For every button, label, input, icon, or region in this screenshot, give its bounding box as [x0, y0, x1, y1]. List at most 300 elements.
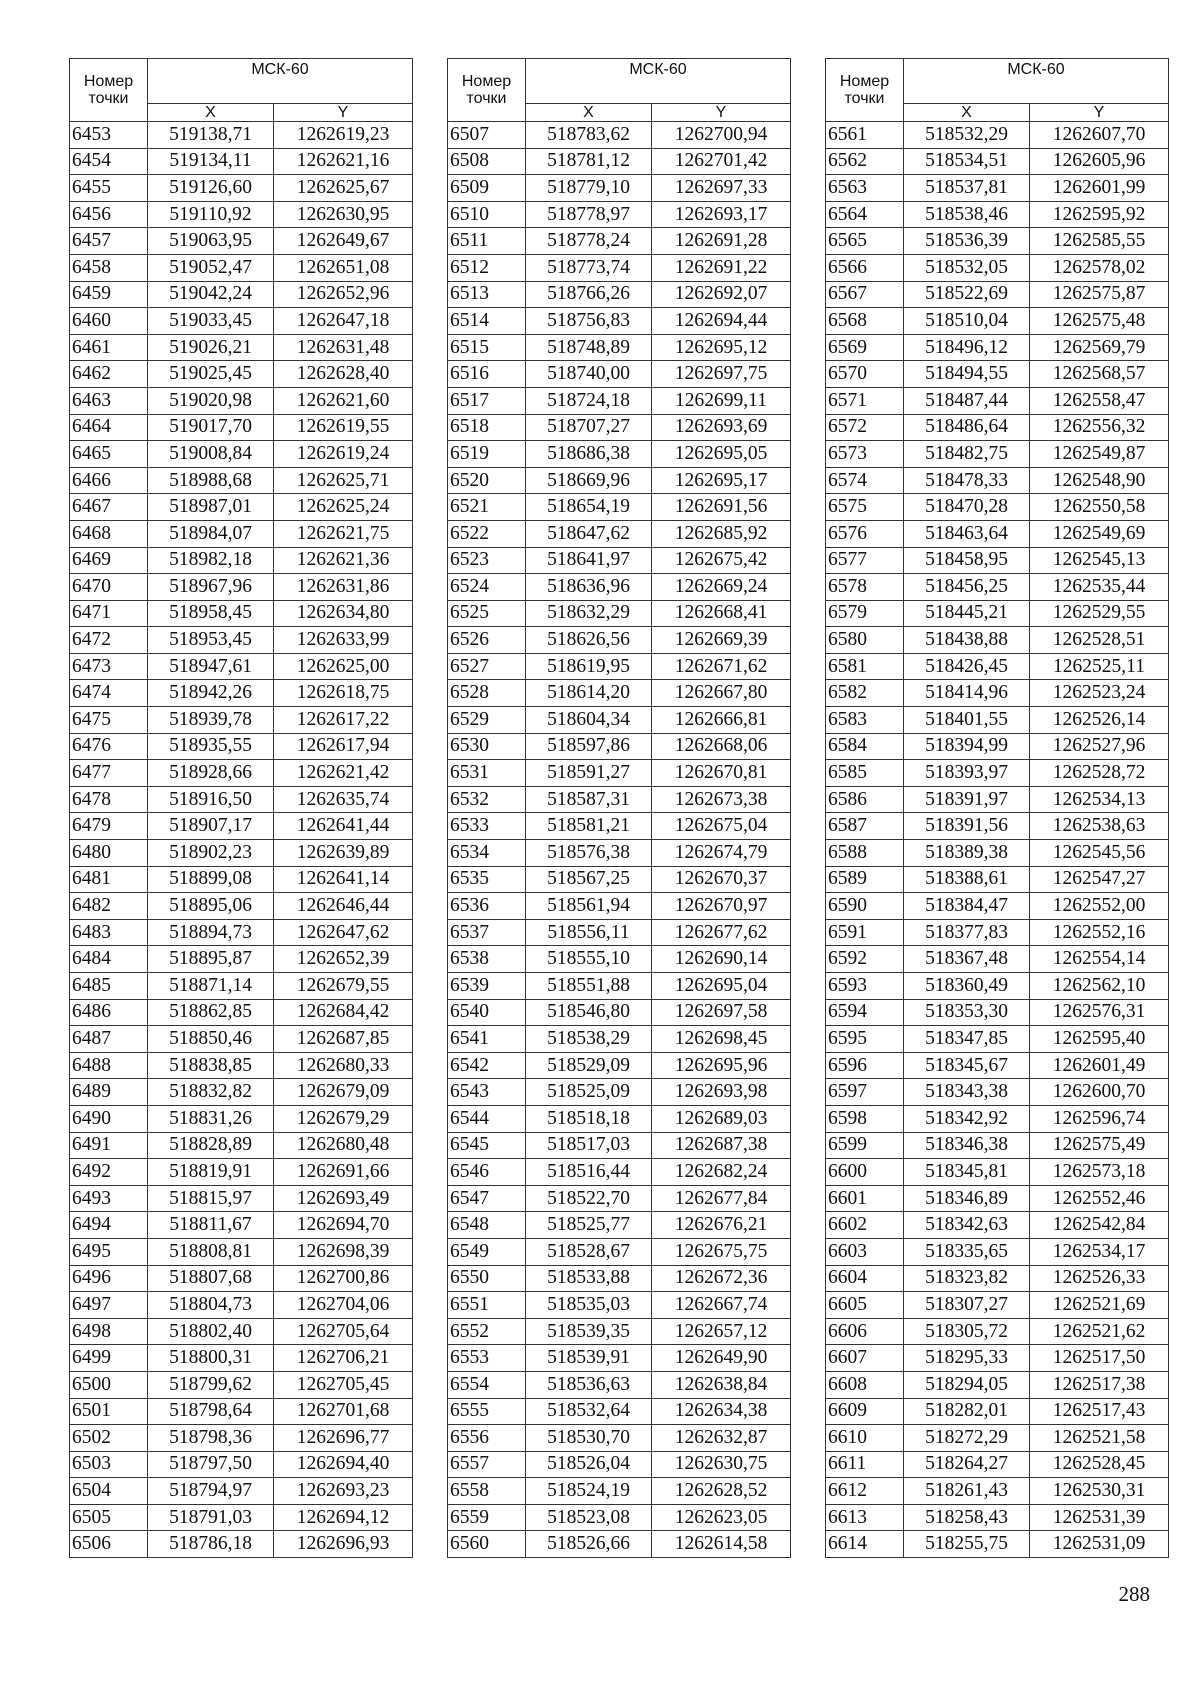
y-coordinate-cell: 1262569,79 — [1030, 334, 1169, 361]
y-column-header: Y — [274, 104, 413, 122]
x-coordinate-cell: 518597,86 — [526, 733, 652, 760]
x-coordinate-cell: 518516,44 — [526, 1159, 652, 1186]
y-coordinate-cell: 1262558,47 — [1030, 387, 1169, 414]
y-coordinate-cell: 1262700,86 — [274, 1265, 413, 1292]
x-coordinate-cell: 518781,12 — [526, 148, 652, 175]
x-coordinate-cell: 518294,05 — [904, 1371, 1030, 1398]
point-number-cell: 6505 — [70, 1504, 148, 1531]
table-row — [70, 760, 413, 787]
y-coordinate-cell: 1262633,99 — [274, 627, 413, 654]
point-number-cell: 6478 — [70, 786, 148, 813]
y-coordinate-cell: 1262670,37 — [652, 866, 791, 893]
y-coordinate-cell: 1262700,94 — [652, 122, 791, 149]
y-coordinate-cell: 1262694,12 — [274, 1504, 413, 1531]
x-column-header: X — [904, 104, 1030, 122]
x-coordinate-cell: 518401,55 — [904, 707, 1030, 734]
y-coordinate-cell: 1262628,40 — [274, 361, 413, 388]
x-coordinate-cell: 518798,36 — [148, 1425, 274, 1452]
y-coordinate-cell: 1262651,08 — [274, 254, 413, 281]
table-row — [448, 813, 791, 840]
point-number-cell: 6579 — [826, 600, 904, 627]
x-coordinate-cell: 518567,25 — [526, 866, 652, 893]
point-number-cell: 6456 — [70, 201, 148, 228]
table-row — [70, 1159, 413, 1186]
x-coordinate-cell: 518819,91 — [148, 1159, 274, 1186]
table-row — [70, 600, 413, 627]
y-coordinate-cell: 1262575,87 — [1030, 281, 1169, 308]
x-coordinate-cell: 518394,99 — [904, 733, 1030, 760]
point-number-cell: 6577 — [826, 547, 904, 574]
x-coordinate-cell: 518894,73 — [148, 919, 274, 946]
point-number-cell: 6498 — [70, 1318, 148, 1345]
y-coordinate-cell: 1262696,93 — [274, 1531, 413, 1558]
y-coordinate-cell: 1262671,62 — [652, 653, 791, 680]
point-number-cell: 6555 — [448, 1398, 526, 1425]
x-coordinate-cell: 518895,06 — [148, 893, 274, 920]
x-coordinate-cell: 518783,62 — [526, 122, 652, 149]
point-number-cell: 6515 — [448, 334, 526, 361]
x-coordinate-cell: 518707,27 — [526, 414, 652, 441]
y-coordinate-cell: 1262623,05 — [652, 1504, 791, 1531]
y-coordinate-cell: 1262676,21 — [652, 1212, 791, 1239]
x-coordinate-cell: 518346,89 — [904, 1185, 1030, 1212]
point-number-cell: 6561 — [826, 122, 904, 149]
point-number-cell: 6531 — [448, 760, 526, 787]
y-coordinate-cell: 1262668,41 — [652, 600, 791, 627]
y-coordinate-cell: 1262547,27 — [1030, 866, 1169, 893]
y-coordinate-cell: 1262552,46 — [1030, 1185, 1169, 1212]
y-coordinate-cell: 1262666,81 — [652, 707, 791, 734]
point-number-cell: 6578 — [826, 574, 904, 601]
point-number-cell: 6583 — [826, 707, 904, 734]
x-coordinate-cell: 518916,50 — [148, 786, 274, 813]
point-number-cell: 6528 — [448, 680, 526, 707]
x-coordinate-cell: 518614,20 — [526, 680, 652, 707]
point-number-cell: 6466 — [70, 467, 148, 494]
table-row — [448, 547, 791, 574]
point-number-cell: 6600 — [826, 1159, 904, 1186]
point-number-cell: 6535 — [448, 866, 526, 893]
y-coordinate-cell: 1262693,17 — [652, 201, 791, 228]
table-row — [448, 1159, 791, 1186]
table-row — [826, 361, 1169, 388]
table-row — [826, 1292, 1169, 1319]
table-row — [70, 919, 413, 946]
table-row — [70, 813, 413, 840]
point-number-cell: 6468 — [70, 520, 148, 547]
x-coordinate-cell: 518619,95 — [526, 653, 652, 680]
y-coordinate-cell: 1262689,03 — [652, 1105, 791, 1132]
point-number-cell: 6462 — [70, 361, 148, 388]
point-number-cell: 6458 — [70, 254, 148, 281]
y-coordinate-cell: 1262690,14 — [652, 946, 791, 973]
point-number-cell: 6562 — [826, 148, 904, 175]
table-row — [70, 866, 413, 893]
y-coordinate-cell: 1262527,96 — [1030, 733, 1169, 760]
y-coordinate-cell: 1262646,44 — [274, 893, 413, 920]
x-coordinate-cell: 518414,96 — [904, 680, 1030, 707]
y-coordinate-cell: 1262600,70 — [1030, 1079, 1169, 1106]
point-number-cell: 6571 — [826, 387, 904, 414]
y-coordinate-cell: 1262556,32 — [1030, 414, 1169, 441]
y-coordinate-cell: 1262699,11 — [652, 387, 791, 414]
x-coordinate-cell: 518576,38 — [526, 840, 652, 867]
table-row — [70, 627, 413, 654]
y-coordinate-cell: 1262694,44 — [652, 308, 791, 335]
table-row — [70, 1105, 413, 1132]
point-number-header: Номер точки — [826, 59, 904, 122]
table-row — [448, 1079, 791, 1106]
y-coordinate-cell: 1262542,84 — [1030, 1212, 1169, 1239]
point-number-cell: 6591 — [826, 919, 904, 946]
coordinate-table-3 — [825, 58, 1169, 1558]
x-coordinate-cell: 518523,08 — [526, 1504, 652, 1531]
y-coordinate-cell: 1262621,16 — [274, 148, 413, 175]
table-row — [448, 1318, 791, 1345]
point-number-cell: 6611 — [826, 1451, 904, 1478]
table-row — [448, 1451, 791, 1478]
point-number-cell: 6545 — [448, 1132, 526, 1159]
y-coordinate-cell: 1262677,84 — [652, 1185, 791, 1212]
y-coordinate-cell: 1262693,49 — [274, 1185, 413, 1212]
table-row — [70, 175, 413, 202]
y-coordinate-cell: 1262575,48 — [1030, 308, 1169, 335]
point-number-cell: 6471 — [70, 600, 148, 627]
table-row — [826, 520, 1169, 547]
x-column-header: X — [526, 104, 652, 122]
table-row — [448, 627, 791, 654]
y-coordinate-cell: 1262641,14 — [274, 866, 413, 893]
x-coordinate-cell: 518850,46 — [148, 1026, 274, 1053]
point-number-cell: 6522 — [448, 520, 526, 547]
y-coordinate-cell: 1262674,79 — [652, 840, 791, 867]
point-number-cell: 6495 — [70, 1238, 148, 1265]
table-row — [70, 1212, 413, 1239]
point-number-cell: 6520 — [448, 467, 526, 494]
point-number-cell: 6484 — [70, 946, 148, 973]
point-number-cell: 6500 — [70, 1371, 148, 1398]
table-row — [826, 1026, 1169, 1053]
table-row — [448, 1052, 791, 1079]
y-coordinate-cell: 1262696,77 — [274, 1425, 413, 1452]
point-number-cell: 6566 — [826, 254, 904, 281]
point-number-cell: 6491 — [70, 1132, 148, 1159]
x-coordinate-cell: 518798,64 — [148, 1398, 274, 1425]
table-row — [826, 201, 1169, 228]
point-number-cell: 6519 — [448, 441, 526, 468]
point-number-cell: 6455 — [70, 175, 148, 202]
x-coordinate-cell: 519020,98 — [148, 387, 274, 414]
point-number-cell: 6576 — [826, 520, 904, 547]
point-number-cell: 6564 — [826, 201, 904, 228]
y-coordinate-cell: 1262562,10 — [1030, 973, 1169, 1000]
y-coordinate-cell: 1262701,42 — [652, 148, 791, 175]
point-number-cell: 6511 — [448, 228, 526, 255]
point-number-cell: 6613 — [826, 1504, 904, 1531]
table-row — [826, 574, 1169, 601]
x-coordinate-cell: 518391,97 — [904, 786, 1030, 813]
x-coordinate-cell: 518282,01 — [904, 1398, 1030, 1425]
x-coordinate-cell: 518261,43 — [904, 1478, 1030, 1505]
table-row — [448, 361, 791, 388]
point-number-cell: 6612 — [826, 1478, 904, 1505]
point-number-cell: 6497 — [70, 1292, 148, 1319]
y-coordinate-cell: 1262614,58 — [652, 1531, 791, 1558]
table-row — [70, 1478, 413, 1505]
table-row — [826, 1159, 1169, 1186]
point-number-cell: 6530 — [448, 733, 526, 760]
table-body — [826, 122, 1169, 1558]
coordinate-system-header: МСК-60 — [526, 59, 791, 104]
table-row — [70, 1451, 413, 1478]
y-coordinate-cell: 1262549,69 — [1030, 520, 1169, 547]
x-coordinate-cell: 518899,08 — [148, 866, 274, 893]
x-coordinate-cell: 518343,38 — [904, 1079, 1030, 1106]
y-coordinate-cell: 1262619,55 — [274, 414, 413, 441]
x-coordinate-cell: 518305,72 — [904, 1318, 1030, 1345]
y-column-header: Y — [1030, 104, 1169, 122]
table-row — [826, 175, 1169, 202]
x-coordinate-cell: 518272,29 — [904, 1425, 1030, 1452]
table-row — [70, 467, 413, 494]
table-row — [826, 627, 1169, 654]
y-coordinate-cell: 1262698,45 — [652, 1026, 791, 1053]
point-number-cell: 6502 — [70, 1425, 148, 1452]
y-coordinate-cell: 1262685,92 — [652, 520, 791, 547]
table-row — [448, 1185, 791, 1212]
table-row — [70, 707, 413, 734]
y-coordinate-cell: 1262621,75 — [274, 520, 413, 547]
y-coordinate-cell: 1262634,38 — [652, 1398, 791, 1425]
table-row — [70, 893, 413, 920]
table-row — [448, 733, 791, 760]
x-coordinate-cell: 518494,55 — [904, 361, 1030, 388]
y-coordinate-cell: 1262695,05 — [652, 441, 791, 468]
y-coordinate-cell: 1262545,13 — [1030, 547, 1169, 574]
y-coordinate-cell: 1262573,18 — [1030, 1159, 1169, 1186]
x-coordinate-cell: 518264,27 — [904, 1451, 1030, 1478]
table-row — [448, 254, 791, 281]
table-row — [70, 1052, 413, 1079]
y-coordinate-cell: 1262687,38 — [652, 1132, 791, 1159]
x-coordinate-cell: 518794,97 — [148, 1478, 274, 1505]
table-row — [826, 999, 1169, 1026]
point-number-cell: 6536 — [448, 893, 526, 920]
x-coordinate-cell: 518778,24 — [526, 228, 652, 255]
table-row — [70, 1132, 413, 1159]
x-coordinate-cell: 518766,26 — [526, 281, 652, 308]
table-row — [826, 1185, 1169, 1212]
x-coordinate-cell: 518532,05 — [904, 254, 1030, 281]
y-coordinate-cell: 1262632,87 — [652, 1425, 791, 1452]
table-row — [826, 1265, 1169, 1292]
point-number-cell: 6454 — [70, 148, 148, 175]
x-coordinate-cell: 518987,01 — [148, 494, 274, 521]
y-coordinate-cell: 1262605,96 — [1030, 148, 1169, 175]
x-coordinate-cell: 518478,33 — [904, 467, 1030, 494]
table-row — [826, 1451, 1169, 1478]
point-number-cell: 6568 — [826, 308, 904, 335]
table-row — [448, 893, 791, 920]
x-coordinate-cell: 518831,26 — [148, 1105, 274, 1132]
y-coordinate-cell: 1262670,97 — [652, 893, 791, 920]
x-coordinate-cell: 518832,82 — [148, 1079, 274, 1106]
table-row — [70, 1292, 413, 1319]
table-row — [448, 1212, 791, 1239]
x-coordinate-cell: 518641,97 — [526, 547, 652, 574]
point-number-cell: 6549 — [448, 1238, 526, 1265]
point-number-cell: 6526 — [448, 627, 526, 654]
table-row — [448, 1398, 791, 1425]
y-coordinate-cell: 1262617,22 — [274, 707, 413, 734]
point-number-header: Номер точки — [70, 59, 148, 122]
point-number-cell: 6534 — [448, 840, 526, 867]
x-coordinate-cell: 518342,92 — [904, 1105, 1030, 1132]
y-coordinate-cell: 1262694,40 — [274, 1451, 413, 1478]
y-coordinate-cell: 1262695,17 — [652, 467, 791, 494]
table-row — [70, 946, 413, 973]
x-coordinate-cell: 518807,68 — [148, 1265, 274, 1292]
x-coordinate-cell: 518528,67 — [526, 1238, 652, 1265]
y-coordinate-cell: 1262635,74 — [274, 786, 413, 813]
table-row — [70, 414, 413, 441]
table-row — [826, 1132, 1169, 1159]
point-number-cell: 6603 — [826, 1238, 904, 1265]
table-row — [448, 1371, 791, 1398]
y-coordinate-cell: 1262517,38 — [1030, 1371, 1169, 1398]
x-coordinate-cell: 518838,85 — [148, 1052, 274, 1079]
point-number-cell: 6469 — [70, 547, 148, 574]
table-row — [70, 1265, 413, 1292]
table-row — [448, 1105, 791, 1132]
table-row — [70, 1504, 413, 1531]
table-row — [448, 414, 791, 441]
point-number-cell: 6559 — [448, 1504, 526, 1531]
x-coordinate-cell: 518353,30 — [904, 999, 1030, 1026]
coordinate-table-1 — [69, 58, 413, 1558]
point-number-cell: 6554 — [448, 1371, 526, 1398]
table-row — [448, 680, 791, 707]
point-number-cell: 6547 — [448, 1185, 526, 1212]
y-coordinate-cell: 1262652,96 — [274, 281, 413, 308]
x-coordinate-cell: 518778,97 — [526, 201, 652, 228]
x-coordinate-cell: 518335,65 — [904, 1238, 1030, 1265]
table-row — [448, 441, 791, 468]
y-coordinate-cell: 1262534,17 — [1030, 1238, 1169, 1265]
point-number-cell: 6607 — [826, 1345, 904, 1372]
table-row — [448, 1132, 791, 1159]
table-row — [826, 414, 1169, 441]
table-row — [826, 1504, 1169, 1531]
point-number-cell: 6602 — [826, 1212, 904, 1239]
x-coordinate-cell: 518808,81 — [148, 1238, 274, 1265]
y-coordinate-cell: 1262630,95 — [274, 201, 413, 228]
table-row — [70, 973, 413, 1000]
table-row — [70, 1318, 413, 1345]
y-coordinate-cell: 1262619,23 — [274, 122, 413, 149]
x-coordinate-cell: 518551,88 — [526, 973, 652, 1000]
point-number-cell: 6480 — [70, 840, 148, 867]
point-number-cell: 6565 — [826, 228, 904, 255]
point-number-cell: 6546 — [448, 1159, 526, 1186]
x-coordinate-cell: 519008,84 — [148, 441, 274, 468]
point-number-cell: 6593 — [826, 973, 904, 1000]
table-row — [448, 840, 791, 867]
x-coordinate-cell: 518510,04 — [904, 308, 1030, 335]
y-coordinate-cell: 1262628,52 — [652, 1478, 791, 1505]
x-coordinate-cell: 518802,40 — [148, 1318, 274, 1345]
y-coordinate-cell: 1262641,44 — [274, 813, 413, 840]
table-row — [70, 1425, 413, 1452]
table-row — [826, 441, 1169, 468]
table-row — [448, 574, 791, 601]
x-coordinate-cell: 518804,73 — [148, 1292, 274, 1319]
y-coordinate-cell: 1262528,72 — [1030, 760, 1169, 787]
x-coordinate-cell: 518561,94 — [526, 893, 652, 920]
x-coordinate-cell: 518947,61 — [148, 653, 274, 680]
table-row — [826, 281, 1169, 308]
x-coordinate-cell: 518258,43 — [904, 1504, 1030, 1531]
x-coordinate-cell: 518532,64 — [526, 1398, 652, 1425]
x-coordinate-cell: 518942,26 — [148, 680, 274, 707]
x-coordinate-cell: 519017,70 — [148, 414, 274, 441]
table-row — [826, 1478, 1169, 1505]
y-coordinate-cell: 1262595,92 — [1030, 201, 1169, 228]
y-coordinate-cell: 1262531,39 — [1030, 1504, 1169, 1531]
x-coordinate-cell: 518438,88 — [904, 627, 1030, 654]
table-row — [70, 999, 413, 1026]
point-number-cell: 6551 — [448, 1292, 526, 1319]
x-coordinate-cell: 518538,46 — [904, 201, 1030, 228]
point-number-cell: 6601 — [826, 1185, 904, 1212]
point-number-cell: 6614 — [826, 1531, 904, 1558]
x-coordinate-cell: 518748,89 — [526, 334, 652, 361]
y-coordinate-cell: 1262672,36 — [652, 1265, 791, 1292]
x-coordinate-cell: 518522,69 — [904, 281, 1030, 308]
point-number-cell: 6525 — [448, 600, 526, 627]
y-coordinate-cell: 1262621,42 — [274, 760, 413, 787]
y-coordinate-cell: 1262695,04 — [652, 973, 791, 1000]
y-coordinate-cell: 1262705,64 — [274, 1318, 413, 1345]
x-coordinate-cell: 518525,77 — [526, 1212, 652, 1239]
point-number-cell: 6533 — [448, 813, 526, 840]
table-row — [70, 387, 413, 414]
table-row — [448, 600, 791, 627]
table-row — [826, 1212, 1169, 1239]
x-coordinate-cell: 518524,19 — [526, 1478, 652, 1505]
x-coordinate-cell: 518871,14 — [148, 973, 274, 1000]
table-row — [448, 760, 791, 787]
y-coordinate-cell: 1262673,38 — [652, 786, 791, 813]
point-number-cell: 6460 — [70, 308, 148, 335]
x-coordinate-cell: 518967,96 — [148, 574, 274, 601]
x-coordinate-cell: 518445,21 — [904, 600, 1030, 627]
point-number-cell: 6590 — [826, 893, 904, 920]
y-coordinate-cell: 1262517,50 — [1030, 1345, 1169, 1372]
point-number-cell: 6508 — [448, 148, 526, 175]
point-number-cell: 6503 — [70, 1451, 148, 1478]
x-coordinate-cell: 518393,97 — [904, 760, 1030, 787]
table-row — [448, 999, 791, 1026]
point-number-cell: 6608 — [826, 1371, 904, 1398]
x-coordinate-cell: 519033,45 — [148, 308, 274, 335]
y-coordinate-cell: 1262677,62 — [652, 919, 791, 946]
y-coordinate-cell: 1262679,55 — [274, 973, 413, 1000]
x-coordinate-cell: 518799,62 — [148, 1371, 274, 1398]
x-coordinate-cell: 518740,00 — [526, 361, 652, 388]
y-coordinate-cell: 1262697,33 — [652, 175, 791, 202]
table-row — [448, 308, 791, 335]
